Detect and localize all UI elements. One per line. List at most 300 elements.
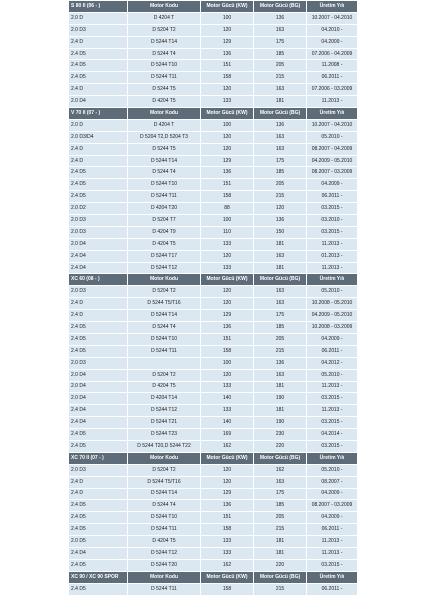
table-row bbox=[69, 156, 357, 167]
table-row bbox=[69, 382, 357, 393]
section-header-row bbox=[69, 274, 357, 285]
table-cell: 120 bbox=[201, 370, 253, 381]
table-row bbox=[69, 251, 357, 262]
table-cell: D 5244 T12 bbox=[128, 263, 200, 274]
table-cell: 190 bbox=[254, 417, 306, 428]
table-cell: 181 bbox=[254, 405, 306, 416]
column-header: Motor Gücü (BG) bbox=[254, 1, 306, 12]
table-cell: D 5244 T4 bbox=[128, 500, 200, 511]
column-header: Motor Gücü (KW) bbox=[201, 1, 253, 12]
table-cell: 120 bbox=[201, 286, 253, 297]
table-cell: D 5244 T23 bbox=[128, 429, 200, 440]
table-cell: 136 bbox=[254, 120, 306, 131]
table-cell: 2.4 D bbox=[69, 489, 127, 500]
table-row bbox=[69, 584, 357, 595]
table-cell: 120 bbox=[254, 203, 306, 214]
table-cell: D 5244 T5/T16 bbox=[128, 477, 200, 488]
column-header: Motor Kodu bbox=[128, 572, 200, 583]
table-row bbox=[69, 263, 357, 274]
table-cell: D 5244 T10 bbox=[128, 60, 200, 71]
table-row bbox=[69, 84, 357, 95]
table-cell: 08.2007 - 03.2009 bbox=[307, 500, 357, 511]
table-cell: 2.0 D3 bbox=[69, 358, 127, 369]
table-cell: 175 bbox=[254, 489, 306, 500]
table-cell: D 5244 T20 bbox=[128, 560, 200, 571]
table-cell: 03.2015 - bbox=[307, 393, 357, 404]
table-cell: 10.2008 - 03.2009 bbox=[307, 322, 357, 333]
table-cell: 2.0 D2 bbox=[69, 203, 127, 214]
table-cell: 2.4 D5 bbox=[69, 334, 127, 345]
table-cell: 2.0 D4 bbox=[69, 393, 127, 404]
table-cell: D 5244 T4 bbox=[128, 322, 200, 333]
table-cell: D 5204 T2 bbox=[128, 465, 200, 476]
table-cell: 163 bbox=[254, 251, 306, 262]
table-cell: 04.2010 - bbox=[307, 25, 357, 36]
table-cell: D 4204 T5 bbox=[128, 382, 200, 393]
column-header: Motor Gücü (KW) bbox=[201, 453, 253, 464]
table-cell: 158 bbox=[201, 72, 253, 83]
table-cell: 04.2009 - 05.2010 bbox=[307, 156, 357, 167]
table-cell: 04.2009 - bbox=[307, 179, 357, 190]
table-row bbox=[69, 560, 357, 571]
table-cell: 163 bbox=[254, 286, 306, 297]
table-row bbox=[69, 203, 357, 214]
table-cell: 06.2011 - bbox=[307, 584, 357, 595]
table-cell: D 4204 T5 bbox=[128, 239, 200, 250]
table-cell: D 5204 T2 bbox=[128, 286, 200, 297]
table-cell: 120 bbox=[201, 465, 253, 476]
table-cell: 2.4 D5 bbox=[69, 524, 127, 535]
table-cell: 181 bbox=[254, 382, 306, 393]
engine-table-container bbox=[68, 0, 355, 596]
table-cell: D 5244 T14 bbox=[128, 489, 200, 500]
column-header: Motor Gücü (BG) bbox=[254, 572, 306, 583]
table-cell: 120 bbox=[201, 144, 253, 155]
table-row bbox=[69, 500, 357, 511]
table-row bbox=[69, 298, 357, 309]
table-cell: D 5244 T10 bbox=[128, 334, 200, 345]
column-header: Motor Kodu bbox=[128, 453, 200, 464]
table-row bbox=[69, 227, 357, 238]
table-row bbox=[69, 286, 357, 297]
column-header: Motor Kodu bbox=[128, 1, 200, 12]
table-cell: D 5244 T10 bbox=[128, 512, 200, 523]
table-cell: 220 bbox=[254, 560, 306, 571]
table-row bbox=[69, 405, 357, 416]
table-cell: 10.2007 - 04.2010 bbox=[307, 13, 357, 24]
table-cell: 03.2015 - bbox=[307, 417, 357, 428]
table-cell: D 5244 T4 bbox=[128, 167, 200, 178]
table-cell: D 5244 T11 bbox=[128, 72, 200, 83]
table-row bbox=[69, 441, 357, 452]
table-cell: 11.2013 - bbox=[307, 548, 357, 559]
table-cell: 2.0 D4 bbox=[69, 96, 127, 107]
table-cell: 185 bbox=[254, 322, 306, 333]
table-cell: 136 bbox=[254, 215, 306, 226]
table-cell: 140 bbox=[201, 417, 253, 428]
table-cell: 05.2010 - bbox=[307, 132, 357, 143]
table-cell: 11.2013 - bbox=[307, 382, 357, 393]
table-cell: 05.2010 - bbox=[307, 286, 357, 297]
table-cell: 11.2013 - bbox=[307, 96, 357, 107]
table-cell: 205 bbox=[254, 334, 306, 345]
table-row bbox=[69, 370, 357, 381]
table-cell: 03.2015 - bbox=[307, 441, 357, 452]
table-cell: 2.4 D bbox=[69, 144, 127, 155]
table-row bbox=[69, 13, 357, 24]
table-cell: 88 bbox=[201, 203, 253, 214]
table-row bbox=[69, 179, 357, 190]
table-row bbox=[69, 310, 357, 321]
table-cell: D 5204 T2,D 5204 T3 bbox=[128, 132, 200, 143]
table-row bbox=[69, 25, 357, 36]
table-cell: 11.2008 - bbox=[307, 60, 357, 71]
table-cell: 163 bbox=[254, 144, 306, 155]
table-cell: 2.0 D3 bbox=[69, 465, 127, 476]
table-cell: 2.4 D5 bbox=[69, 441, 127, 452]
table-cell: 06.2011 - bbox=[307, 191, 357, 202]
table-cell: 06.2011 - bbox=[307, 524, 357, 535]
table-row bbox=[69, 334, 357, 345]
table-cell: 11.2013 - bbox=[307, 405, 357, 416]
table-cell: D 5204 T7 bbox=[128, 215, 200, 226]
table-cell bbox=[128, 358, 200, 369]
table-cell: D 5244 T10 bbox=[128, 179, 200, 190]
table-cell: 2.4 D5 bbox=[69, 191, 127, 202]
table-cell: 133 bbox=[201, 263, 253, 274]
table-cell: 04.2009 - 05.2010 bbox=[307, 310, 357, 321]
column-header: Motor Gücü (KW) bbox=[201, 108, 253, 119]
table-cell: 2.4 D4 bbox=[69, 251, 127, 262]
table-cell: 100 bbox=[201, 358, 253, 369]
table-cell: D 5244 T14 bbox=[128, 156, 200, 167]
column-header: Motor Gücü (KW) bbox=[201, 572, 253, 583]
table-cell: 205 bbox=[254, 179, 306, 190]
section-header-row bbox=[69, 1, 357, 12]
model-title: XC 60 (08 - ) bbox=[69, 274, 127, 285]
table-cell: 06.2011 - bbox=[307, 72, 357, 83]
table-row bbox=[69, 72, 357, 83]
table-cell: 04.2014 - bbox=[307, 429, 357, 440]
table-cell: 133 bbox=[201, 405, 253, 416]
table-row bbox=[69, 37, 357, 48]
table-cell: 2.4 D bbox=[69, 477, 127, 488]
table-cell: 133 bbox=[201, 239, 253, 250]
table-row bbox=[69, 512, 357, 523]
table-row bbox=[69, 465, 357, 476]
table-cell: 169 bbox=[201, 429, 253, 440]
table-cell: 04.2009 - bbox=[307, 334, 357, 345]
table-cell: 2.4 D5 bbox=[69, 584, 127, 595]
table-cell: 2.4 D5 bbox=[69, 346, 127, 357]
table-cell: 120 bbox=[201, 84, 253, 95]
table-cell: 2.0 D3 bbox=[69, 286, 127, 297]
table-cell: 100 bbox=[201, 13, 253, 24]
table-cell: 163 bbox=[254, 84, 306, 95]
table-cell: 2.4 D4 bbox=[69, 417, 127, 428]
table-cell: 2.4 D5 bbox=[69, 60, 127, 71]
table-cell: 162 bbox=[201, 560, 253, 571]
table-cell: 2.0 D4 bbox=[69, 382, 127, 393]
table-cell: 2.4 D5 bbox=[69, 49, 127, 60]
table-cell: 151 bbox=[201, 179, 253, 190]
table-cell: 163 bbox=[254, 477, 306, 488]
table-cell: 133 bbox=[201, 548, 253, 559]
table-cell: D 5244 T14 bbox=[128, 37, 200, 48]
table-cell: D 4204 T5 bbox=[128, 96, 200, 107]
table-cell: 140 bbox=[201, 393, 253, 404]
table-cell: D 5244 T12 bbox=[128, 405, 200, 416]
table-cell: 163 bbox=[254, 298, 306, 309]
table-cell: 110 bbox=[201, 227, 253, 238]
table-cell: D 5244 T11 bbox=[128, 524, 200, 535]
table-cell: 120 bbox=[201, 298, 253, 309]
table-cell: D 4204 T5 bbox=[128, 536, 200, 547]
table-cell: 120 bbox=[201, 477, 253, 488]
table-cell: 08.2007 - 03.2009 bbox=[307, 167, 357, 178]
table-cell: 05.2010 - bbox=[307, 370, 357, 381]
table-cell: D 4204 T9 bbox=[128, 227, 200, 238]
table-row bbox=[69, 417, 357, 428]
table-cell: D 5244 T11 bbox=[128, 191, 200, 202]
table-cell: 230 bbox=[254, 429, 306, 440]
table-cell: 2.4 D bbox=[69, 37, 127, 48]
column-header: Üretim Yılı bbox=[307, 108, 357, 119]
table-cell: 05.2010 - bbox=[307, 465, 357, 476]
table-cell: 205 bbox=[254, 60, 306, 71]
table-cell: 06.2011 - bbox=[307, 346, 357, 357]
table-cell: 2.4 D bbox=[69, 310, 127, 321]
table-cell: D 4204 T bbox=[128, 120, 200, 131]
table-cell: 2.4 D5 bbox=[69, 167, 127, 178]
table-cell: 2.0 D3/D4 bbox=[69, 132, 127, 143]
column-header: Motor Gücü (BG) bbox=[254, 453, 306, 464]
table-cell: 129 bbox=[201, 489, 253, 500]
table-cell: D 4204 T bbox=[128, 13, 200, 24]
table-cell: 163 bbox=[254, 370, 306, 381]
table-cell: D 5244 T20,D 5244 T22 bbox=[128, 441, 200, 452]
table-cell: 2.4 D4 bbox=[69, 548, 127, 559]
model-title: XC 70 II (07 - ) bbox=[69, 453, 127, 464]
table-cell: 08.2007 - 04.2009 bbox=[307, 144, 357, 155]
table-row bbox=[69, 167, 357, 178]
table-cell: 181 bbox=[254, 239, 306, 250]
table-cell: 185 bbox=[254, 500, 306, 511]
model-title: XC 90 / XC 90 SPOR bbox=[69, 572, 127, 583]
table-row bbox=[69, 144, 357, 155]
table-cell: 2.0 D5 bbox=[69, 536, 127, 547]
table-row bbox=[69, 120, 357, 131]
table-cell: 11.2013 - bbox=[307, 536, 357, 547]
table-row bbox=[69, 49, 357, 60]
table-cell: 215 bbox=[254, 524, 306, 535]
table-cell: 01.2013 - bbox=[307, 251, 357, 262]
table-cell: 175 bbox=[254, 156, 306, 167]
table-cell: 2.4 D bbox=[69, 84, 127, 95]
table-cell: 2.0 D bbox=[69, 120, 127, 131]
table-cell: D 5244 T11 bbox=[128, 584, 200, 595]
table-cell: D 5244 T5/T16 bbox=[128, 298, 200, 309]
table-cell: 2.0 D bbox=[69, 13, 127, 24]
table-row bbox=[69, 489, 357, 500]
table-cell: D 4204 T14 bbox=[128, 393, 200, 404]
column-header: Üretim Yılı bbox=[307, 1, 357, 12]
table-row bbox=[69, 346, 357, 357]
table-cell: 163 bbox=[254, 25, 306, 36]
table-cell: 133 bbox=[201, 96, 253, 107]
table-cell: 129 bbox=[201, 37, 253, 48]
table-row bbox=[69, 477, 357, 488]
table-cell: D 5204 T2 bbox=[128, 370, 200, 381]
table-cell: 163 bbox=[254, 132, 306, 143]
table-cell: 120 bbox=[201, 251, 253, 262]
table-cell: 04.2009 - bbox=[307, 37, 357, 48]
table-cell: D 5244 T21 bbox=[128, 417, 200, 428]
table-row bbox=[69, 524, 357, 535]
table-cell: 2.4 D5 bbox=[69, 72, 127, 83]
table-cell: 08.2007 - bbox=[307, 477, 357, 488]
table-cell: 181 bbox=[254, 536, 306, 547]
table-cell: 120 bbox=[201, 25, 253, 36]
table-cell: 162 bbox=[254, 465, 306, 476]
table-cell: 136 bbox=[201, 167, 253, 178]
column-header: Üretim Yılı bbox=[307, 274, 357, 285]
column-header: Üretim Yılı bbox=[307, 572, 357, 583]
table-row bbox=[69, 429, 357, 440]
table-cell: 136 bbox=[201, 500, 253, 511]
table-cell: 151 bbox=[201, 60, 253, 71]
table-cell: 2.4 D bbox=[69, 298, 127, 309]
table-cell: 04.2009 - bbox=[307, 489, 357, 500]
model-title: S 80 II (06 - ) bbox=[69, 1, 127, 12]
table-cell: 07.2006 - 04.2009 bbox=[307, 49, 357, 60]
table-cell: 2.0 D4 bbox=[69, 239, 127, 250]
model-title: V 70 II (07 - ) bbox=[69, 108, 127, 119]
table-row bbox=[69, 60, 357, 71]
table-cell: 2.0 D3 bbox=[69, 215, 127, 226]
table-cell: D 5244 T17 bbox=[128, 251, 200, 262]
table-cell: 158 bbox=[201, 584, 253, 595]
table-cell: 190 bbox=[254, 393, 306, 404]
table-cell: 181 bbox=[254, 548, 306, 559]
engine-spec-table bbox=[68, 0, 358, 596]
table-cell: 2.4 D4 bbox=[69, 405, 127, 416]
table-cell: 215 bbox=[254, 584, 306, 595]
table-cell: 07.2006 - 03.2009 bbox=[307, 84, 357, 95]
table-cell: 136 bbox=[254, 13, 306, 24]
table-cell: 133 bbox=[201, 382, 253, 393]
table-cell: 136 bbox=[254, 358, 306, 369]
table-cell: 215 bbox=[254, 191, 306, 202]
table-cell: 100 bbox=[201, 120, 253, 131]
column-header: Üretim Yılı bbox=[307, 453, 357, 464]
table-row bbox=[69, 215, 357, 226]
table-row bbox=[69, 548, 357, 559]
table-cell: 150 bbox=[254, 227, 306, 238]
table-cell: 181 bbox=[254, 263, 306, 274]
table-cell: 2.4 D5 bbox=[69, 322, 127, 333]
table-cell: 151 bbox=[201, 334, 253, 345]
table-cell: D 4204 T20 bbox=[128, 203, 200, 214]
table-cell: 04.2012 - bbox=[307, 358, 357, 369]
table-cell: 120 bbox=[201, 132, 253, 143]
table-row bbox=[69, 132, 357, 143]
table-row bbox=[69, 322, 357, 333]
table-cell: 2.4 D bbox=[69, 156, 127, 167]
table-cell: 181 bbox=[254, 96, 306, 107]
table-cell: 151 bbox=[201, 512, 253, 523]
column-header: Motor Gücü (KW) bbox=[201, 274, 253, 285]
table-cell: D 5244 T11 bbox=[128, 346, 200, 357]
table-cell: D 5244 T4 bbox=[128, 49, 200, 60]
column-header: Motor Kodu bbox=[128, 274, 200, 285]
table-cell: 11.2013 - bbox=[307, 263, 357, 274]
table-cell: 215 bbox=[254, 72, 306, 83]
table-cell: 129 bbox=[201, 156, 253, 167]
table-cell: 2.4 D5 bbox=[69, 179, 127, 190]
section-header-row bbox=[69, 108, 357, 119]
table-cell: 185 bbox=[254, 49, 306, 60]
table-cell: 220 bbox=[254, 441, 306, 452]
table-cell: 162 bbox=[201, 441, 253, 452]
table-cell: D 5244 T12 bbox=[128, 548, 200, 559]
column-header: Motor Gücü (BG) bbox=[254, 274, 306, 285]
table-cell: 03.2015 - bbox=[307, 203, 357, 214]
table-cell: 205 bbox=[254, 512, 306, 523]
table-cell: 100 bbox=[201, 215, 253, 226]
table-cell: 136 bbox=[201, 49, 253, 60]
table-cell: D 5244 T14 bbox=[128, 310, 200, 321]
table-cell: 10.2008 - 05.2010 bbox=[307, 298, 357, 309]
table-cell: 158 bbox=[201, 346, 253, 357]
table-row bbox=[69, 393, 357, 404]
table-cell: 175 bbox=[254, 310, 306, 321]
table-cell: 158 bbox=[201, 191, 253, 202]
section-header-row bbox=[69, 572, 357, 583]
table-cell: 2.0 D4 bbox=[69, 370, 127, 381]
table-cell: 133 bbox=[201, 536, 253, 547]
table-row bbox=[69, 239, 357, 250]
column-header: Motor Gücü (BG) bbox=[254, 108, 306, 119]
table-cell: 2.0 D3 bbox=[69, 25, 127, 36]
table-cell: 215 bbox=[254, 346, 306, 357]
table-cell: 2.4 D5 bbox=[69, 560, 127, 571]
table-cell: 10.2007 - 04.2010 bbox=[307, 120, 357, 131]
table-cell: 04.2009 - bbox=[307, 512, 357, 523]
table-cell: 2.4 D5 bbox=[69, 512, 127, 523]
table-row bbox=[69, 96, 357, 107]
table-row bbox=[69, 358, 357, 369]
table-cell: 03.2015 - bbox=[307, 227, 357, 238]
table-cell: 185 bbox=[254, 167, 306, 178]
table-cell: 2.4 D4 bbox=[69, 263, 127, 274]
table-cell: 2.0 D3 bbox=[69, 227, 127, 238]
table-cell: D 5244 T5 bbox=[128, 84, 200, 95]
table-cell: 03.2010 - bbox=[307, 215, 357, 226]
table-cell: D 5244 T5 bbox=[128, 144, 200, 155]
table-row bbox=[69, 191, 357, 202]
table-cell: 2.4 D5 bbox=[69, 500, 127, 511]
table-cell: 2.4 D5 bbox=[69, 429, 127, 440]
section-header-row bbox=[69, 453, 357, 464]
table-cell: 03.2015 - bbox=[307, 560, 357, 571]
table-cell: 11.2013 - bbox=[307, 239, 357, 250]
table-cell: D 5204 T2 bbox=[128, 25, 200, 36]
table-cell: 136 bbox=[201, 322, 253, 333]
column-header: Motor Kodu bbox=[128, 108, 200, 119]
table-cell: 175 bbox=[254, 37, 306, 48]
table-row bbox=[69, 536, 357, 547]
